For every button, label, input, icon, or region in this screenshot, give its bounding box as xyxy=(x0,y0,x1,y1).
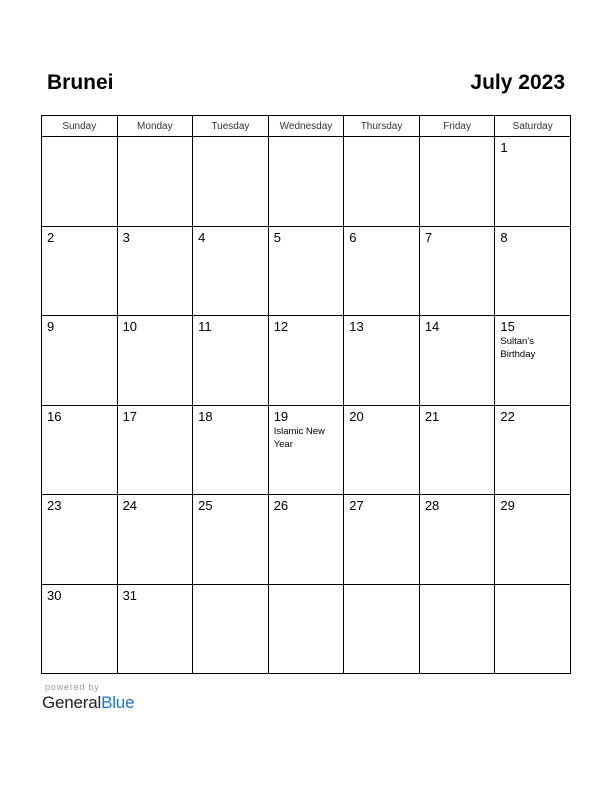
day-number: 1 xyxy=(500,140,508,155)
day-number: 21 xyxy=(424,408,440,424)
day-cell xyxy=(42,137,118,227)
holiday-label: Sultan’s Birthday xyxy=(500,336,536,360)
day-number: 6 xyxy=(349,229,357,245)
day-cell xyxy=(117,316,193,406)
logo-blue: Blue xyxy=(101,693,135,712)
day-cell xyxy=(495,316,571,406)
day-number: 30 xyxy=(47,587,62,603)
day-cell xyxy=(42,405,118,495)
day-cell xyxy=(42,584,118,674)
day-cell xyxy=(193,226,269,316)
day-cell xyxy=(117,226,193,316)
day-cell xyxy=(117,584,193,674)
country-title: Brunei xyxy=(47,71,114,94)
weekday-header-row xyxy=(42,116,571,137)
weekday-tuesday: Tuesday xyxy=(193,116,269,137)
month-title: July 2023 xyxy=(470,71,565,94)
day-cell xyxy=(344,405,420,495)
weekday-saturday: Saturday xyxy=(495,116,571,137)
day-cell xyxy=(344,316,420,406)
day-cell xyxy=(419,226,495,316)
day-number: 18 xyxy=(198,408,213,424)
day-cell xyxy=(344,584,420,674)
day-number: 19 xyxy=(273,408,289,424)
weekday-friday: Friday xyxy=(419,116,495,137)
day-number: 17 xyxy=(122,408,138,424)
day-cell xyxy=(419,137,495,227)
day-number: 15 xyxy=(500,319,515,334)
day-cell xyxy=(419,316,495,406)
day-cell xyxy=(495,137,571,227)
day-number: 20 xyxy=(349,408,364,424)
day-cell xyxy=(344,495,420,585)
logo-general: General xyxy=(42,693,102,712)
holiday-label: Islamic New Year xyxy=(273,425,325,450)
weekday-wednesday: Wednesday xyxy=(268,116,344,137)
weekday-monday: Monday xyxy=(117,116,193,137)
day-number: 8 xyxy=(500,229,508,245)
day-number: 7 xyxy=(424,229,433,245)
week-row xyxy=(42,405,571,495)
day-number: 27 xyxy=(349,498,364,513)
day-number: 26 xyxy=(273,498,289,513)
day-cell xyxy=(268,584,344,674)
day-cell xyxy=(42,316,118,406)
day-number: 5 xyxy=(273,229,281,245)
weekday-sunday: Sunday xyxy=(42,116,118,137)
day-number: 22 xyxy=(500,408,515,424)
day-number: 23 xyxy=(47,498,62,513)
powered-by-text: powered by xyxy=(45,682,100,692)
day-number: 16 xyxy=(47,408,62,424)
day-number: 24 xyxy=(122,498,138,513)
day-cell xyxy=(495,495,571,585)
week-row xyxy=(42,316,571,406)
day-cell xyxy=(193,137,269,227)
week-row xyxy=(42,137,571,227)
day-cell xyxy=(495,405,571,495)
day-number: 14 xyxy=(424,319,440,334)
calendar-grid xyxy=(41,115,571,674)
day-number: 31 xyxy=(122,587,138,603)
day-number: 4 xyxy=(198,229,206,245)
day-number: 9 xyxy=(47,319,55,334)
generalblue-logo[interactable] xyxy=(42,693,134,713)
day-number: 29 xyxy=(500,498,515,513)
day-number: 28 xyxy=(424,498,440,513)
week-row xyxy=(42,584,571,674)
day-cell xyxy=(419,495,495,585)
calendar-body xyxy=(42,137,571,674)
day-cell xyxy=(268,226,344,316)
day-cell xyxy=(42,495,118,585)
day-cell xyxy=(117,137,193,227)
day-number: 3 xyxy=(122,229,130,245)
week-row xyxy=(42,495,571,585)
day-cell xyxy=(495,584,571,674)
day-cell xyxy=(419,405,495,495)
day-cell xyxy=(193,495,269,585)
day-number: 2 xyxy=(47,229,55,245)
weekday-thursday: Thursday xyxy=(344,116,420,137)
day-number: 25 xyxy=(198,498,213,513)
day-cell xyxy=(495,226,571,316)
day-cell xyxy=(117,405,193,495)
day-number: 13 xyxy=(349,319,364,334)
day-cell xyxy=(42,226,118,316)
day-cell xyxy=(268,137,344,227)
day-number: 11 xyxy=(198,319,212,334)
day-cell xyxy=(268,405,344,495)
day-number: 10 xyxy=(122,319,138,334)
day-cell xyxy=(419,584,495,674)
day-cell xyxy=(268,316,344,406)
day-cell xyxy=(193,584,269,674)
day-cell xyxy=(117,495,193,585)
day-number: 12 xyxy=(273,319,289,334)
day-cell xyxy=(193,405,269,495)
day-cell xyxy=(268,495,344,585)
day-cell xyxy=(344,226,420,316)
week-row xyxy=(42,226,571,316)
day-cell xyxy=(344,137,420,227)
day-cell xyxy=(193,316,269,406)
